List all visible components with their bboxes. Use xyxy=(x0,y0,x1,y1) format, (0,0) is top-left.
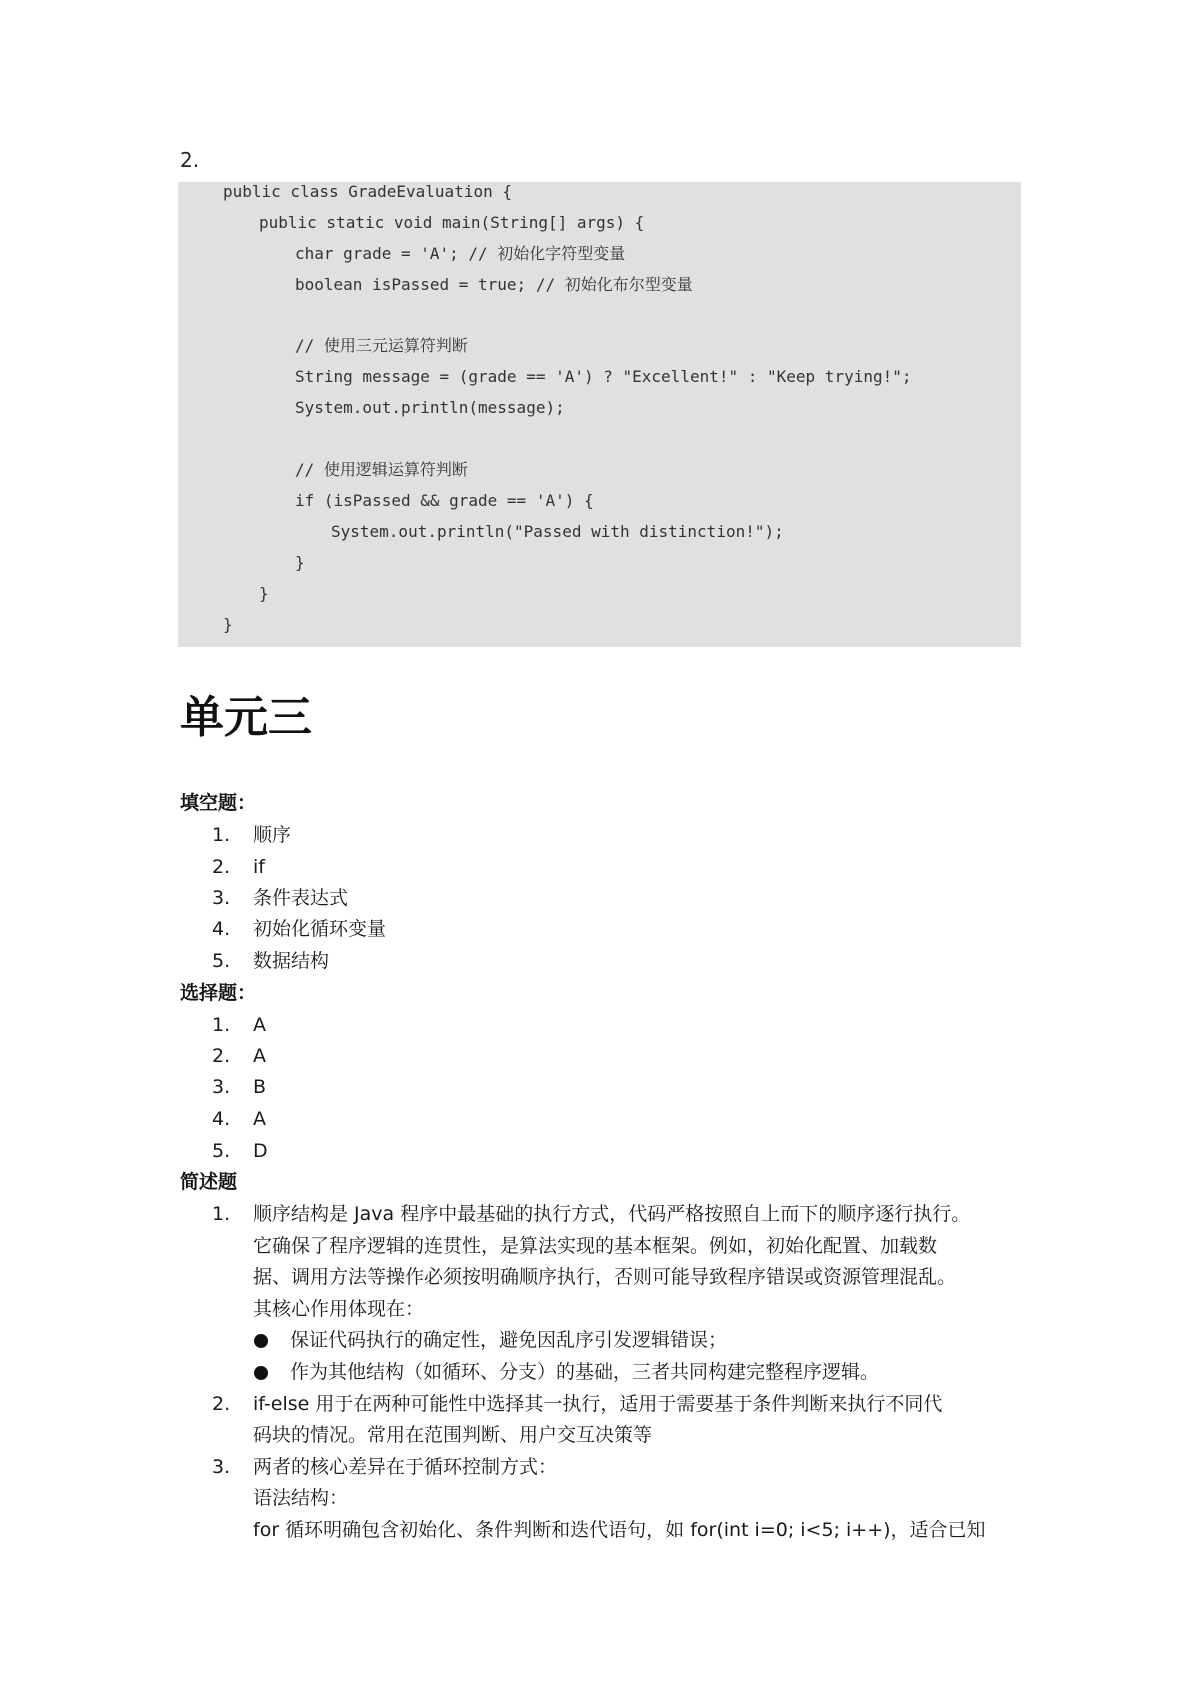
code-line: } xyxy=(223,615,233,634)
list-item-number: 3. xyxy=(212,1456,231,1478)
list-item-number: 1. xyxy=(212,824,231,846)
list-item-number: 3. xyxy=(212,887,231,909)
answer-line: if-else 用于在两种可能性中选择其一执行，适用于需要基于条件判断来执行不同代 xyxy=(253,1393,943,1415)
code-line: boolean isPassed = true; // 初始化布尔型变量 xyxy=(295,275,693,294)
list-item-text: 顺序 xyxy=(253,824,292,846)
list-item-number: 4. xyxy=(212,1108,231,1130)
list-item-text: A xyxy=(253,1045,266,1067)
code-line: } xyxy=(259,584,269,603)
code-line: System.out.println(message); xyxy=(295,398,565,417)
list-item-text: if xyxy=(253,856,265,878)
choice-heading: 选择题： xyxy=(180,982,257,1004)
list-item-text: 初始化循环变量 xyxy=(253,918,387,940)
question-number: 2. xyxy=(180,148,200,172)
code-line: // 使用逻辑运算符判断 xyxy=(295,460,468,479)
list-item-number: 5. xyxy=(212,1140,231,1162)
list-item-text: 条件表达式 xyxy=(253,887,349,909)
bullet-text: 作为其他结构（如循环、分支）的基础，三者共同构建完整程序逻辑。 xyxy=(290,1361,880,1383)
list-item-text: D xyxy=(253,1140,268,1162)
list-item-text: A xyxy=(253,1014,266,1036)
code-block xyxy=(178,182,1021,647)
list-item-number: 1. xyxy=(212,1203,231,1225)
answer-line: 顺序结构是 Java 程序中最基础的执行方式，代码严格按照自上而下的顺序逐行执行。 xyxy=(253,1203,971,1225)
list-item-text: B xyxy=(253,1076,267,1098)
answer-line: 语法结构： xyxy=(253,1487,349,1509)
unit-title: 单元三 xyxy=(180,692,312,743)
answer-line: 据、调用方法等操作必须按明确顺序执行，否则可能导致程序错误或资源管理混乱。 xyxy=(253,1266,957,1288)
short-answer-heading: 简述题 xyxy=(180,1171,238,1193)
list-item-number: 2. xyxy=(212,856,231,878)
code-line: // 使用三元运算符判断 xyxy=(295,336,468,355)
list-item-number: 5. xyxy=(212,950,231,972)
answer-line: 两者的核心差异在于循环控制方式： xyxy=(253,1456,558,1478)
code-line: } xyxy=(295,553,305,572)
bullet-text: 保证代码执行的确定性，避免因乱序引发逻辑错误； xyxy=(290,1329,728,1351)
fill-blank-heading: 填空题： xyxy=(180,792,257,814)
answer-line: 其核心作用体现在： xyxy=(253,1298,425,1320)
code-line: char grade = 'A'; // 初始化字符型变量 xyxy=(295,244,626,263)
list-item-text: 数据结构 xyxy=(253,950,330,972)
code-line: if (isPassed && grade == 'A') { xyxy=(295,491,594,510)
code-line: public class GradeEvaluation { xyxy=(223,182,512,201)
code-line: public static void main(String[] args) { xyxy=(259,213,645,232)
answer-line: for 循环明确包含初始化、条件判断和迭代语句，如 for(int i=0; i<5; i++)，适合已知 xyxy=(253,1519,986,1541)
list-item-text: A xyxy=(253,1108,266,1130)
bullet-dot xyxy=(254,1366,268,1380)
code-line: System.out.println("Passed with distinction!"); xyxy=(331,522,784,541)
answer-line: 它确保了程序逻辑的连贯性，是算法实现的基本框架。例如，初始化配置、加载数 xyxy=(253,1235,938,1257)
list-item-number: 1. xyxy=(212,1014,231,1036)
answer-line: 码块的情况。常用在范围判断、用户交互决策等 xyxy=(253,1424,653,1446)
list-item-number: 3. xyxy=(212,1076,231,1098)
bullet-dot xyxy=(254,1334,268,1348)
list-item-number: 2. xyxy=(212,1045,231,1067)
list-item-number: 2. xyxy=(212,1393,231,1415)
code-line: String message = (grade == 'A') ? "Excellent!" : "Keep trying!"; xyxy=(295,367,912,386)
list-item-number: 4. xyxy=(212,918,231,940)
